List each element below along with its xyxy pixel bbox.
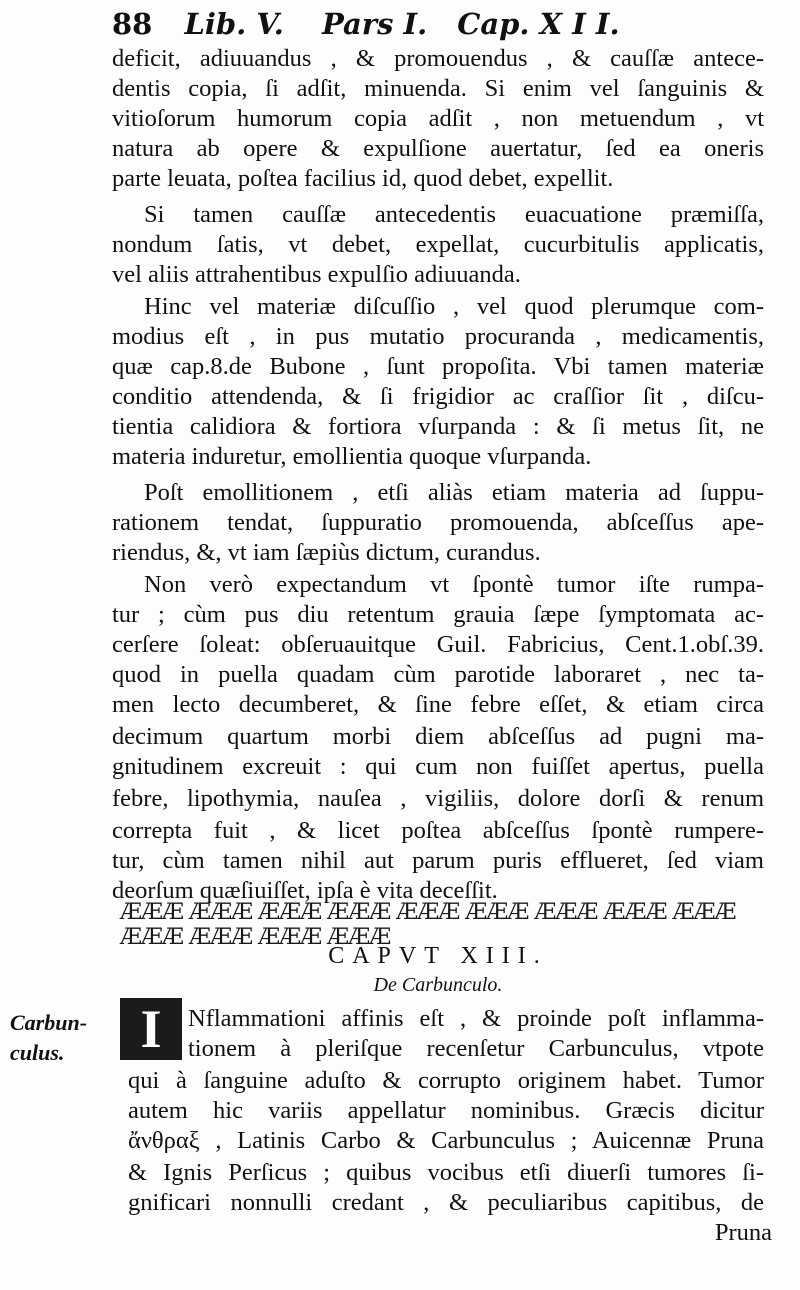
text-line: natura ab opere & expulſione auertatur, ſed ea oneris xyxy=(112,135,764,162)
header-lib: Lib. V. xyxy=(184,7,284,41)
text-line: deorſum quæſiuiſſet, ipſa è vita deceſſit. xyxy=(112,877,498,904)
text-line: rationem tendat, ſuppuratio promouenda, abſceſſus ape- xyxy=(112,509,764,536)
chapter-title: CAPVT XIII. xyxy=(328,943,548,969)
text-line: quod in puella quadam cùm parotide laboraret , nec ta- xyxy=(112,661,764,688)
text-line: parte leuata, poſtea facilius id, quod debet, expellit. xyxy=(112,165,614,192)
page-number: 88 xyxy=(112,7,153,41)
text-line: decimum quartum morbi diem abſceſſus ad pugni ma- xyxy=(112,723,764,750)
text-line: conditio attendenda, & ſi frigidior ac craſſior ſit , diſcu- xyxy=(112,383,764,410)
text-line: gnificari nonnulli credant , & peculiaribus capitibus, de xyxy=(128,1189,764,1216)
header-pars: Pars I. xyxy=(321,7,428,41)
text-line: nondum ſatis, vt debet, expellat, cucurbitulis applicatis, xyxy=(112,231,764,258)
text-line: gnitudinem excreuit : qui cum non fuiſſet apertus, puella xyxy=(112,753,764,780)
ornament-divider: ÆÆÆ ÆÆÆ ÆÆÆ ÆÆÆ ÆÆÆ ÆÆÆ ÆÆÆ ÆÆÆ ÆÆÆ ÆÆÆ ÆÆÆ ÆÆÆ ÆÆÆ xyxy=(120,900,736,950)
text-line: tionem à pleriſque recenſetur Carbunculus, vtpote xyxy=(188,1035,764,1062)
text-line: tur, cùm tamen nihil aut parum puris efflueret, ſed viam xyxy=(112,847,764,874)
text-line: Hinc vel materiæ diſcuſſio , vel quod plerumque com- xyxy=(144,293,764,320)
text-line: dentis copia, ſi adſit, minuenda. Si enim vel ſanguinis & xyxy=(112,75,764,102)
text-line: Poſt emollitionem , etſi aliàs etiam materia ad ſuppu- xyxy=(144,479,764,506)
text-line: febre, lipothymia, nauſea , vigiliis, dolore dorſi & renum xyxy=(112,785,764,812)
text-line: riendus, &, vt iam ſæpiùs dictum, curandus. xyxy=(112,539,541,566)
text-line: correpta fuit , & licet poſtea abſceſſus ſpontè rumpere- xyxy=(112,817,764,844)
marginal-note-line: culus. xyxy=(10,1040,65,1065)
catchword: Pruna xyxy=(714,1219,772,1246)
text-line: vitioſorum humorum copia adſit , non metuendum , vt xyxy=(112,105,764,132)
text-line: Non verò expectandum vt ſpontè tumor iſte rumpa- xyxy=(144,571,764,598)
text-line: deficit, adiuuandus , & promouendus , & cauſſæ antece- xyxy=(112,45,764,72)
running-header xyxy=(112,4,752,44)
text-line: tur ; cùm pus diu retentum grauia ſæpe ſymptomata ac- xyxy=(112,601,764,628)
chapter-subtitle: De Carbunculo. xyxy=(373,974,503,996)
text-line: ἄνθραξ , Latinis Carbo & Carbunculus ; Auicennæ Pruna xyxy=(128,1127,764,1154)
text-line: qui à ſanguine aduſto & corrupto originem habet. Tumor xyxy=(128,1067,764,1094)
text-line: modius eſt , in pus mutatio procuranda , medicamentis, xyxy=(112,323,764,350)
text-line: men lecto decumberet, & ſine febre eſſet, & etiam circa xyxy=(112,691,764,718)
text-line: Si tamen cauſſæ antecedentis euacuatione præmiſſa, xyxy=(144,201,764,228)
text-line: autem hic variis appellatur nominibus. Græcis dicitur xyxy=(128,1097,764,1124)
text-line: cerſere ſoleat: obſeruauitque Guil. Fabricius, Cent.1.obſ.39. xyxy=(112,631,764,658)
text-line: & Ignis Perſicus ; quibus vocibus etſi diuerſi tumores ſi- xyxy=(128,1159,764,1186)
text-line: materia induretur, emollientia quoque vſurpanda. xyxy=(112,443,592,470)
text-line: tientia calidiora & fortiora vſurpanda : & ſi metus ſit, ne xyxy=(112,413,764,440)
header-cap: Cap. X I I. xyxy=(457,7,620,41)
text-line: Nflammationi affinis eſt , & proinde poſt inflamma- xyxy=(188,1005,764,1032)
marginal-note xyxy=(10,1008,110,1068)
marginal-note-line: Carbun- xyxy=(10,1010,88,1035)
decorated-initial: I xyxy=(120,998,182,1060)
text-line: vel aliis attrahentibus expulſio adiuuanda. xyxy=(112,261,521,288)
text-line: quæ cap.8.de Bubone , ſunt propoſita. Vbi tamen materiæ xyxy=(112,353,764,380)
